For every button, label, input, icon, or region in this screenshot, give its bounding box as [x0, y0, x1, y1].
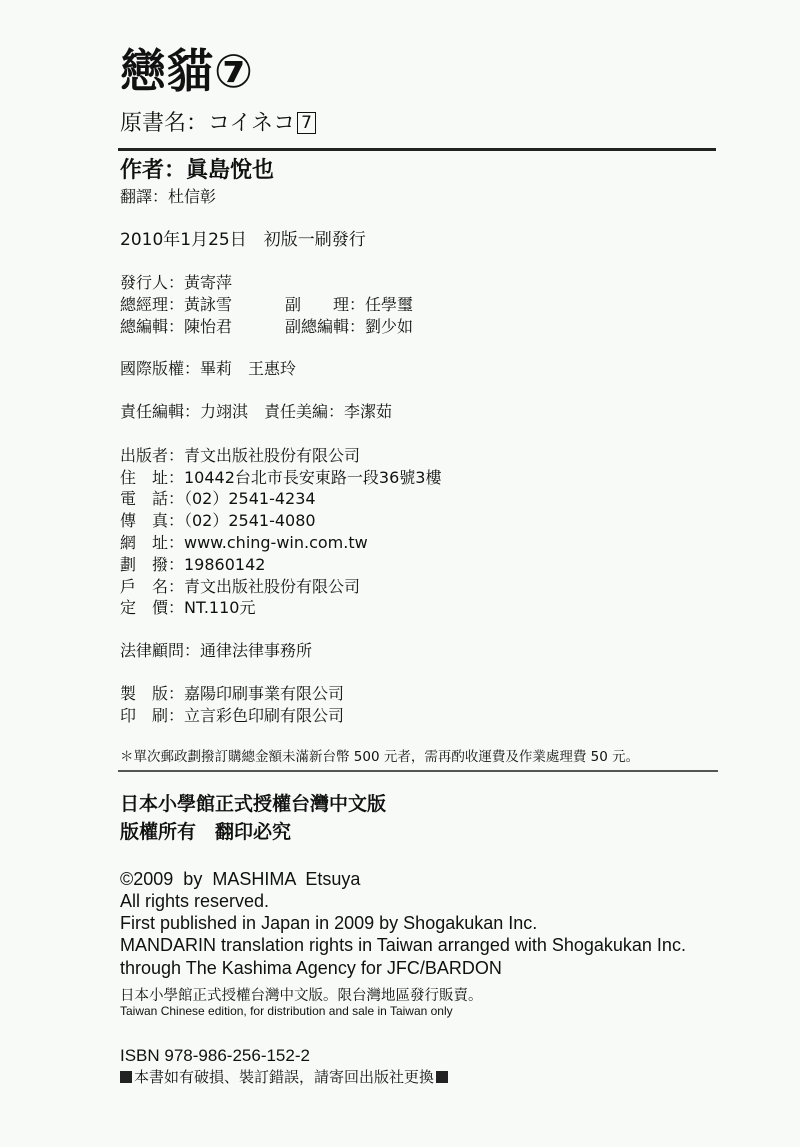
copyright-line: First published in Japan in 2009 by Shogakukan Inc. [120, 913, 538, 933]
black-square-icon [120, 1071, 132, 1083]
staff-right: 副 理：任學璽 [285, 295, 414, 314]
staff-row [120, 319, 720, 335]
isbn: ISBN 978-986-256-152-2 [120, 1046, 310, 1065]
divider [118, 770, 718, 772]
copyright-line: through The Kashima Agency for JFC/BARDON [120, 958, 502, 978]
black-square-icon [436, 1071, 448, 1083]
rights-staff: 國際版權：畢莉 王惠玲 [120, 359, 297, 378]
staff-row [120, 275, 232, 291]
distribution-zh: 日本小學館正式授權台灣中文版。限台灣地區發行販賣。 [120, 988, 483, 1004]
price-line: 定 價：NT.110元 [120, 598, 256, 617]
distribution-en: Taiwan Chinese edition, for distribution and sale in Taiwan only [120, 1004, 453, 1018]
order-note: ＊單次郵政劃撥訂購總金額未滿新台幣 500 元者，需再酌收運費及作業處理費 50 元。 [120, 749, 640, 765]
legal-counsel: 法律顧問：通律法律事務所 [120, 641, 313, 660]
defect-notice [120, 1070, 448, 1085]
website-line: 網 址：www.ching-win.com.tw [120, 533, 368, 552]
account-name-line: 戶 名：青文出版社股份有限公司 [120, 577, 361, 596]
printer: 印 刷：立言彩色印刷有限公司 [120, 706, 345, 725]
publish-date: 2010年1月25日 初版一刷發行 [120, 230, 366, 250]
rights-reserved-line: 版權所有 翻印必究 [120, 821, 292, 843]
copyright-line: All rights reserved. [120, 891, 270, 911]
volume-box: 7 [297, 112, 316, 134]
book-title: 戀貓⑦ [120, 44, 254, 98]
address-line: 住 址：10442台北市長安東路一段36號3樓 [120, 468, 442, 487]
staff-left: 發行人：黃寄萍 [120, 273, 233, 292]
staff-left: 總經理：黃詠雪 [120, 295, 233, 314]
original-title [120, 112, 316, 135]
fax-line: 傳 真：（02）2541-4080 [120, 511, 316, 530]
editors: 責任編輯：力翊淇 責任美編：李潔茹 [120, 402, 393, 421]
original-title-label: 原書名：コイネコ [120, 111, 296, 136]
divider [118, 148, 716, 151]
staff-row [120, 297, 720, 313]
postal-transfer-line: 劃 撥：19860142 [120, 555, 266, 574]
staff-right: 副總編輯：劉少如 [285, 317, 414, 336]
author: 作者：眞島悅也 [120, 158, 275, 183]
staff-left: 總編輯：陳怡君 [120, 317, 233, 336]
phone-line: 電 話：（02）2541-4234 [120, 489, 316, 508]
plate-making: 製 版：嘉陽印刷事業有限公司 [120, 684, 345, 703]
defect-notice-text: 本書如有破損、裝訂錯誤，請寄回出版社更換 [134, 1068, 435, 1086]
license-line: 日本小學館正式授權台灣中文版 [120, 793, 387, 815]
translator: 翻譯：杜信彰 [120, 187, 217, 206]
copyright-line: ©2009 by MASHIMA Etsuya [120, 869, 361, 889]
copyright-line: MANDARIN translation rights in Taiwan arranged with Shogakukan Inc. [120, 935, 686, 955]
publisher-line: 出版者：青文出版社股份有限公司 [120, 446, 361, 465]
